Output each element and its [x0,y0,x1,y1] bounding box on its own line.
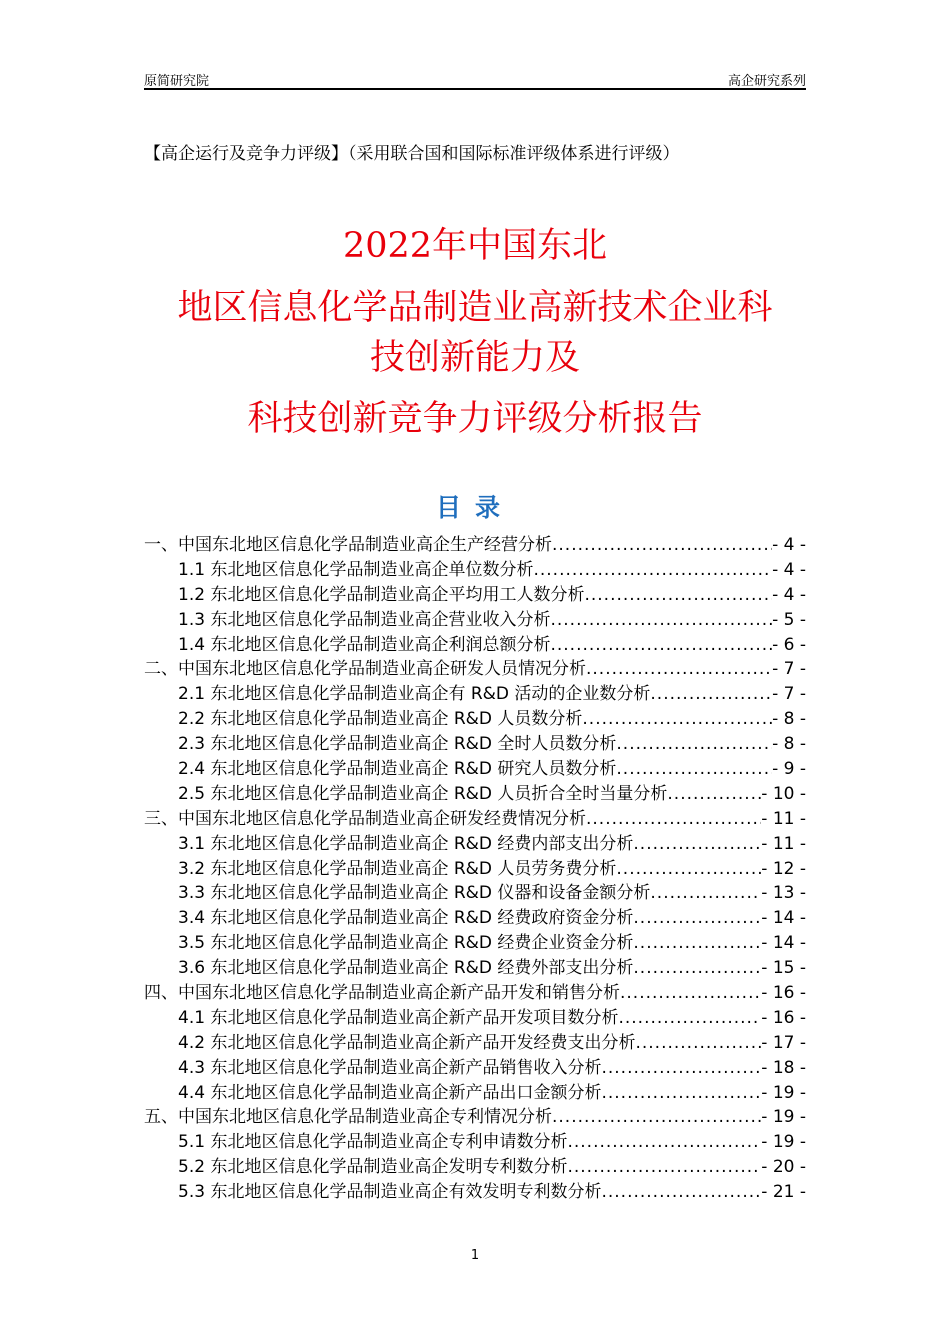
page-header [144,68,806,90]
toc-dot-leader [533,558,772,583]
toc-dot-leader [586,807,761,832]
toc-dot-leader [650,682,772,707]
toc-entry[interactable] [144,832,806,857]
toc-entry[interactable] [144,707,806,732]
toc-dot-leader [616,732,772,757]
toc-entry-title: 1.4 东北地区信息化学品制造业高企利润总额分析 [178,634,551,655]
toc-entry[interactable] [144,558,806,583]
toc-entry[interactable] [144,657,806,682]
toc-dot-leader [620,981,761,1006]
toc-entry-page: - 5 - [772,609,806,630]
toc-entry-title: 5.2 东北地区信息化学品制造业高企发明专利数分析 [178,1157,568,1178]
toc-entry[interactable] [144,1006,806,1031]
toc-entry[interactable] [144,583,806,608]
toc-entry-title: 2.4 东北地区信息化学品制造业高企 R&D 研究人员数分析 [178,759,617,780]
header-right: 高企研究系列 [727,74,806,89]
toc-entry-page: - 17 - [761,1032,806,1053]
toc-entry[interactable] [144,931,806,956]
toc-entry[interactable] [144,757,806,782]
toc-dot-leader [567,1155,761,1180]
toc-dot-leader [584,583,772,608]
toc-entry-page: - 9 - [772,759,806,780]
toc-entry[interactable] [144,857,806,882]
toc-entry[interactable] [144,1155,806,1180]
toc-entry[interactable] [144,881,806,906]
page-number: 1 [470,1248,480,1263]
header-left: 原简研究院 [144,74,210,89]
toc-entry-title: 一、中国东北地区信息化学品制造业高企生产经营分析 [144,535,552,555]
toc-entry-page: - 15 - [761,958,806,979]
toc-entry-page: - 16 - [761,1007,806,1028]
toc-entry-page: - 14 - [761,908,806,929]
toc-dot-leader [582,707,772,732]
toc-dot-leader [552,533,772,558]
title-line-3: 技创新能力及 [369,338,580,378]
toc-entry-page: - 13 - [761,883,806,904]
toc-entry-page: - 19 - [761,1082,806,1103]
toc-entry-title: 4.2 东北地区信息化学品制造业高企新产品开发经费支出分析 [178,1032,636,1053]
toc-entry[interactable] [144,1130,806,1155]
toc-entry-page: - 8 - [772,734,806,755]
toc-entry-title: 3.1 东北地区信息化学品制造业高企 R&D 经费内部支出分析 [178,833,634,854]
toc-entry-page: - 4 - [772,584,806,605]
toc-entry-title: 4.3 东北地区信息化学品制造业高企新产品销售收入分析 [178,1057,602,1078]
toc-entry-page: - 14 - [761,933,806,954]
toc-entry-title: 3.6 东北地区信息化学品制造业高企 R&D 经费外部支出分析 [178,958,634,979]
toc-entry[interactable] [144,633,806,658]
toc-entry-title: 4.1 东北地区信息化学品制造业高企新产品开发项目数分析 [178,1007,619,1028]
toc-entry[interactable] [144,1081,806,1106]
toc-entry-title: 3.5 东北地区信息化学品制造业高企 R&D 经费企业资金分析 [178,933,634,954]
toc-entry-title: 3.4 东北地区信息化学品制造业高企 R&D 经费政府资金分析 [178,908,634,929]
toc-entry-page: - 6 - [772,634,806,655]
toc-dot-leader [601,1056,761,1081]
toc-dot-leader [586,657,772,682]
toc-entry-title: 1.1 东北地区信息化学品制造业高企单位数分析 [178,559,534,580]
toc-dot-leader [667,782,761,807]
toc-entry-title: 3.3 东北地区信息化学品制造业高企 R&D 仪器和设备金额分析 [178,883,651,904]
toc-entry-title: 5.3 东北地区信息化学品制造业高企有效发明专利数分析 [178,1182,602,1203]
toc-entry-title: 1.2 东北地区信息化学品制造业高企平均用工人数分析 [178,584,585,605]
toc-dot-leader [633,906,761,931]
title-line-4: 科技创新竞争力评级分析报告 [247,399,703,439]
toc-entry-title: 2.1 东北地区信息化学品制造业高企有 R&D 活动的企业数分析 [178,684,651,705]
toc-entry[interactable] [144,1180,806,1205]
report-subtitle: 【高企运行及竞争力评级】（采用联合国和国际标准评级体系进行评级） [144,144,680,164]
toc-entry-page: - 21 - [761,1182,806,1203]
toc-dot-leader [633,931,761,956]
toc-entry[interactable] [144,682,806,707]
toc-dot-leader [650,881,761,906]
toc-dot-leader [616,857,761,882]
toc-dot-leader [633,832,761,857]
toc-entry[interactable] [144,981,806,1006]
toc-dot-leader [552,1105,761,1130]
toc-dot-leader [633,956,761,981]
toc-entry-title: 2.2 东北地区信息化学品制造业高企 R&D 人员数分析 [178,709,583,730]
table-of-contents [144,533,806,1205]
toc-entry[interactable] [144,1031,806,1056]
toc-entry-page: - 11 - [761,833,806,854]
toc-dot-leader [567,1130,761,1155]
toc-entry[interactable] [144,608,806,633]
toc-entry[interactable] [144,1056,806,1081]
toc-entry[interactable] [144,956,806,981]
toc-entry-title: 2.3 东北地区信息化学品制造业高企 R&D 全时人员数分析 [178,734,617,755]
toc-entry-page: - 4 - [772,559,806,580]
toc-entry[interactable] [144,533,806,558]
toc-entry-page: - 16 - [761,983,806,1004]
toc-entry-title: 三、中国东北地区信息化学品制造业高企研发经费情况分析 [144,808,586,829]
toc-entry-title: 5.1 东北地区信息化学品制造业高企专利申请数分析 [178,1132,568,1153]
toc-entry-page: - 12 - [761,858,806,879]
toc-entry-title: 1.3 东北地区信息化学品制造业高企营业收入分析 [178,609,551,630]
toc-entry[interactable] [144,1105,806,1130]
toc-entry[interactable] [144,807,806,832]
toc-entry[interactable] [144,782,806,807]
toc-entry-page: - 20 - [761,1157,806,1178]
toc-dot-leader [601,1081,761,1106]
toc-entry-title: 4.4 东北地区信息化学品制造业高企新产品出口金额分析 [178,1082,602,1103]
toc-entry-page: - 19 - [761,1132,806,1153]
toc-entry-page: - 8 - [772,709,806,730]
toc-entry-page: - 7 - [772,659,806,680]
toc-entry-page: - 7 - [772,684,806,705]
toc-dot-leader [550,633,772,658]
toc-entry-page: - 10 - [761,783,806,804]
toc-entry[interactable] [144,906,806,931]
toc-entry-title: 2.5 东北地区信息化学品制造业高企 R&D 人员折合全时当量分析 [178,783,668,804]
toc-entry-page: - 19 - [761,1107,806,1128]
toc-entry-title: 二、中国东北地区信息化学品制造业高企研发人员情况分析 [144,659,586,680]
toc-dot-leader [616,757,772,782]
toc-dot-leader [635,1031,761,1056]
toc-entry-page: - 4 - [772,535,806,555]
toc-entry-title: 3.2 东北地区信息化学品制造业高企 R&D 人员劳务费分析 [178,858,617,879]
toc-dot-leader [618,1006,761,1031]
title-line-2: 地区信息化学品制造业高新技术企业科 [177,288,773,328]
toc-entry[interactable] [144,732,806,757]
toc-heading: 目录 [435,493,514,522]
title-line-1: 2022年中国东北 [342,226,608,266]
toc-dot-leader [601,1180,761,1205]
toc-dot-leader [550,608,772,633]
toc-entry-title: 四、中国东北地区信息化学品制造业高企新产品开发和销售分析 [144,983,620,1004]
toc-entry-title: 五、中国东北地区信息化学品制造业高企专利情况分析 [144,1107,552,1128]
toc-entry-page: - 18 - [761,1057,806,1078]
toc-entry-page: - 11 - [761,808,806,829]
